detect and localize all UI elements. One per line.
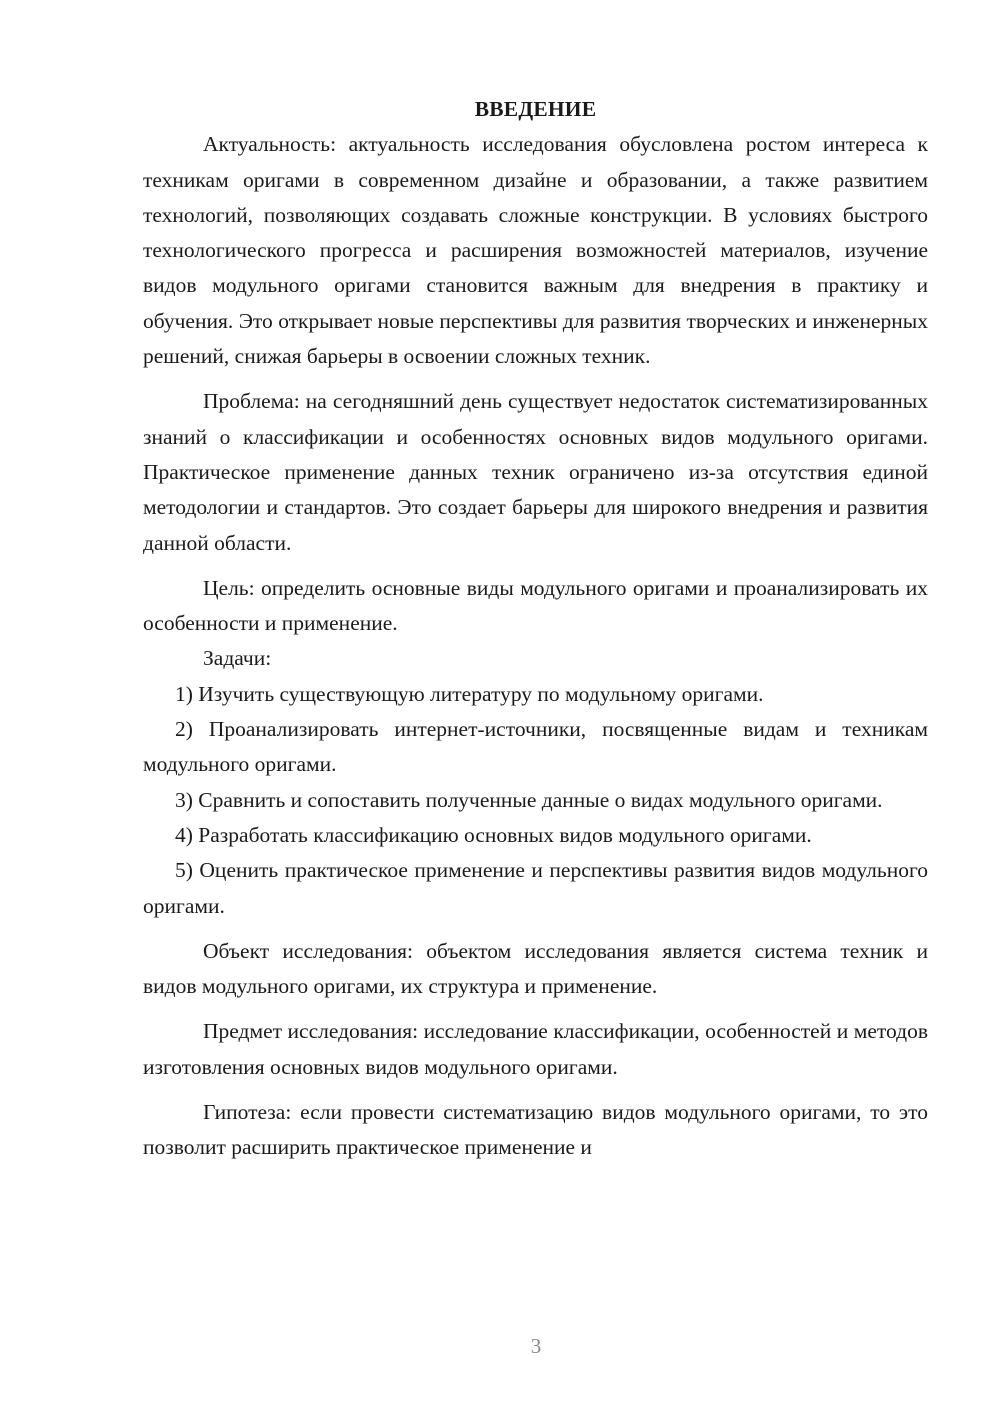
paragraph-relevance: Актуальность: актуальность исследования обусловлена ростом интереса к техникам оригами в современном дизайне и образовании, а также развитием технологий, позволяющих создавать сложные конструкции. В условиях быстрого технологического прогресса и расширения возможностей материалов, изучение видов модульного оригами становится важным для внедрения в практику и обучения. Это открывает новые перспективы для развития творческих и инженерных решений, снижая барьеры в освоении сложных техник. <box>143 132 928 369</box>
page-content <box>143 92 928 1166</box>
section-title: ВВЕДЕНИЕ <box>474 97 597 121</box>
task-item-4: 4) Разработать классификацию основных видов модульного оригами. <box>175 822 812 847</box>
task-item-1: 1) Изучить существующую литературу по модульному оригами. <box>175 681 764 706</box>
task-item-2: 2) Проанализировать интернет-источники, посвященные видам и техникам модульного оригами. <box>143 717 928 777</box>
task-item-3: 3) Сравнить и сопоставить полученные данные о видах модульного оригами. <box>175 787 883 812</box>
paragraph-problem: Проблема: на сегодняшний день существует недостаток систематизированных знаний о классификации и особенностях основных видов модульного оригами. Практическое применение данных техник ограничено из-за отсутствия единой методологии и стандартов. Это создает барьеры для широкого внедрения и развития данной области. <box>143 389 928 555</box>
paragraph-object: Объект исследования: объектом исследования является система техник и видов модульного оригами, их структура и применение. <box>143 938 928 999</box>
task-item-5: 5) Оценить практическое применение и перспективы развития видов модульного оригами. <box>143 858 928 918</box>
paragraph-hypothesis: Гипотеза: если провести систематизацию видов модульного оригами, то это позволит расширить практическое применение и <box>143 1100 928 1160</box>
paragraph-goal: Цель: определить основные виды модульного оригами и проанализировать их особенности и применение. <box>143 575 928 636</box>
paragraph-subject: Предмет исследования: исследование классификации, особенностей и методов изготовления основных видов модульного оригами. <box>143 1019 928 1079</box>
tasks-label: Задачи: <box>203 646 272 671</box>
page-number: 3 <box>530 1334 542 1358</box>
